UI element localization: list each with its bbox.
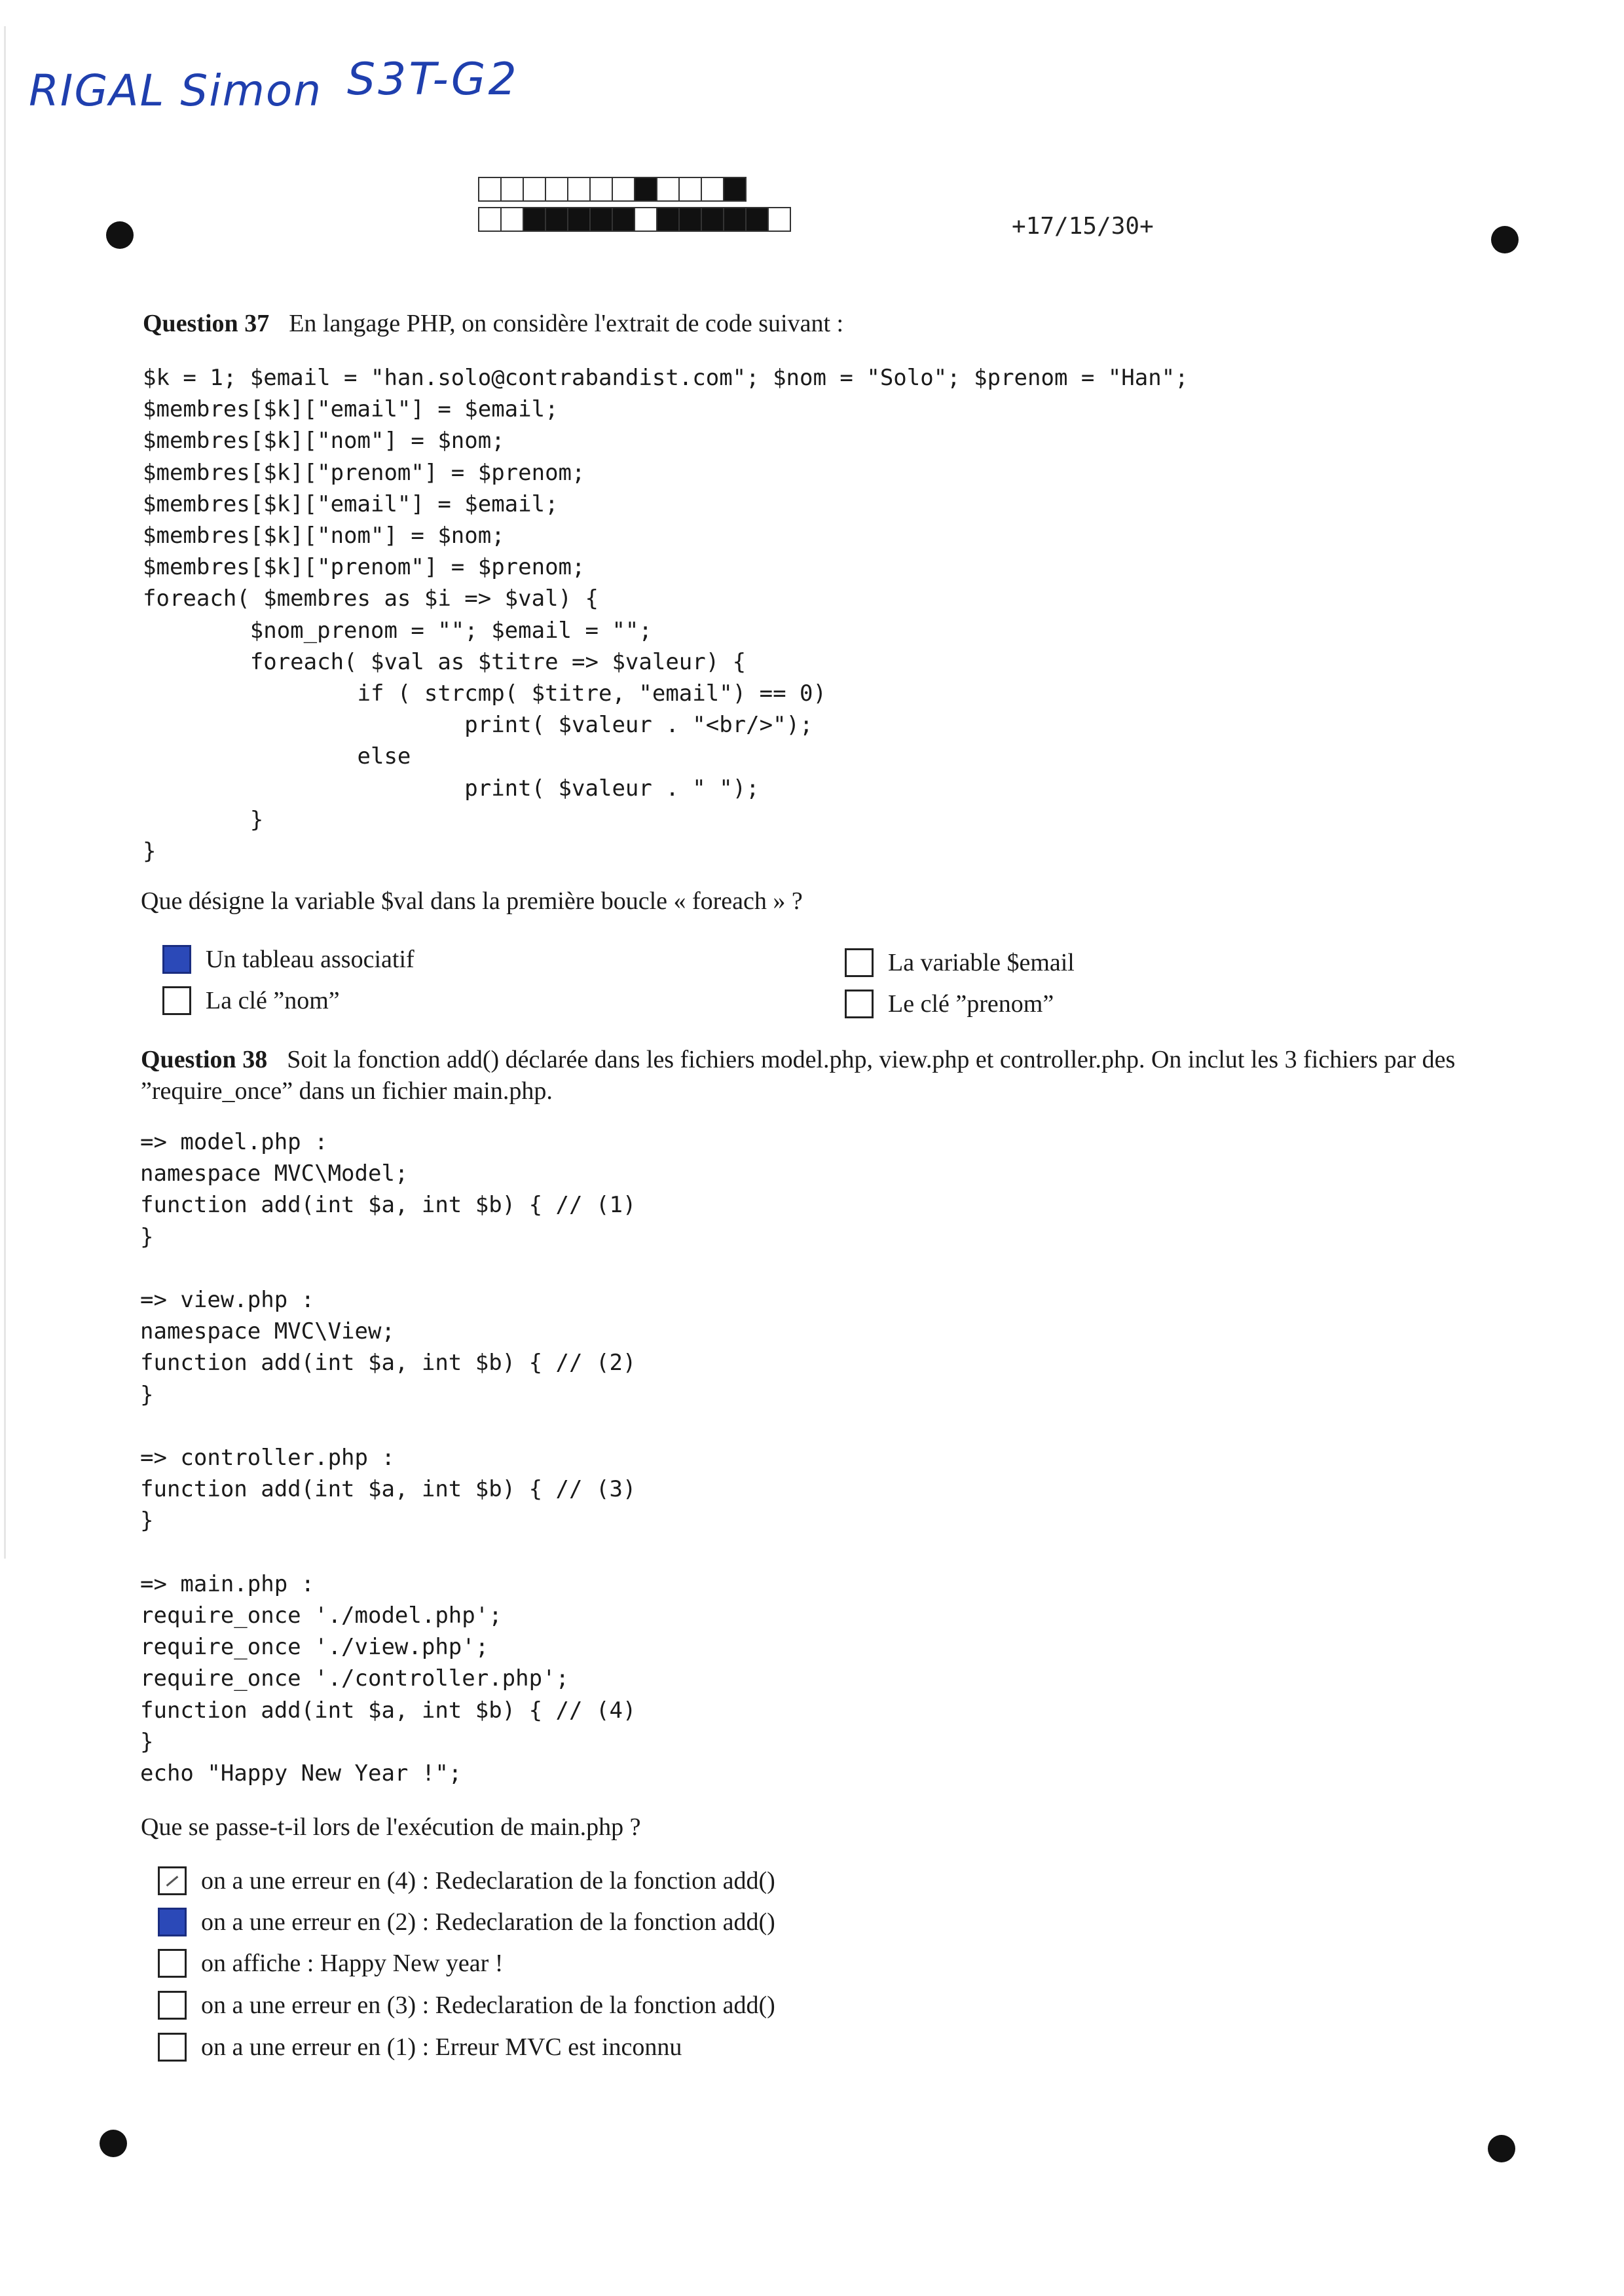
scan-edge bbox=[4, 26, 6, 1559]
id-grid-cell bbox=[589, 177, 613, 202]
checkbox-icon[interactable] bbox=[158, 1866, 187, 1895]
q37-option-4[interactable] bbox=[845, 990, 1054, 1018]
registration-mark-bottom-left bbox=[100, 2130, 127, 2157]
question-38-header bbox=[141, 1044, 1490, 1107]
exam-code: +17/15/30+ bbox=[1012, 213, 1154, 240]
question-37-code: $k = 1; $email = "han.solo@contrabandist.com"; $nom = "Solo"; $prenom = "Han"; $membres[$k]["email"] = $email; $membres[$k]["nom"] = $nom; $membres[$k]["prenom"] = $prenom; $membres[$k]["email"] = $email; $membres[$k]["nom"] = $nom; $membres[$k]["prenom"] = $prenom; foreach( $membres as $i => $val) { $nom_prenom = ""; $email = ""; foreach( $val as $titre => $valeur) { if ( strcmp( $titre, "email") == 0) print( $valeur . "<br/>"); else print( $valeur . " "); } } bbox=[143, 365, 1189, 865]
question-38-label: Question 38 bbox=[141, 1046, 268, 1073]
q38-option-3[interactable] bbox=[158, 1949, 503, 1978]
q38-option-1[interactable] bbox=[158, 1866, 775, 1895]
id-grid-cell bbox=[656, 207, 680, 232]
q38-option-4[interactable] bbox=[158, 1991, 775, 2020]
q38-option-4-label: on a une erreur en (3) : Redeclaration de la fonction add() bbox=[201, 1991, 775, 2019]
id-grid-cell bbox=[567, 177, 591, 202]
checkbox-icon[interactable] bbox=[158, 2033, 187, 2062]
q38-option-3-label: on affiche : Happy New year ! bbox=[201, 1950, 504, 1977]
id-grid-cell bbox=[523, 207, 546, 232]
handwritten-group: S3T-G2 bbox=[347, 54, 519, 105]
question-38-code: => model.php : namespace MVC\Model; function add(int $a, int $b) { // (1) } => view.php : namespace MVC\View; function add(int $a, int $b) { // (2) } => controller.php : function add(int $a, int $b) { // (3) } => main.php : require_once './model.php'; require_once './view.php'; require_once './controller.php'; function add(int $a, int $b) { // (4) } echo "Happy New Year !"; bbox=[140, 1129, 637, 1787]
q38-option-1-label: on a une erreur en (4) : Redeclaration de la fonction add() bbox=[201, 1867, 775, 1895]
id-grid-cell bbox=[612, 207, 635, 232]
id-grid-cell bbox=[701, 207, 724, 232]
id-grid-row-2 bbox=[478, 207, 790, 233]
id-grid-cell bbox=[767, 207, 791, 232]
id-grid-cell bbox=[634, 177, 657, 202]
id-grid-cell bbox=[745, 207, 769, 232]
q37-option-3-label: La variable $email bbox=[888, 949, 1075, 976]
id-grid-cell bbox=[678, 177, 702, 202]
id-grid-cell bbox=[723, 207, 747, 232]
q38-option-5-label: on a une erreur en (1) : Erreur MVC est inconnu bbox=[201, 2033, 682, 2061]
checkbox-icon[interactable] bbox=[162, 945, 191, 974]
q37-option-4-label: Le clé ”prenom” bbox=[888, 990, 1054, 1018]
id-grid-cell bbox=[678, 207, 702, 232]
id-grid-row-1 bbox=[478, 177, 790, 203]
question-37-header bbox=[143, 308, 843, 339]
checkbox-icon[interactable] bbox=[845, 948, 874, 977]
q37-option-1-label: Un tableau associatif bbox=[206, 946, 415, 973]
q38-option-5[interactable] bbox=[158, 2033, 682, 2062]
q37-option-3[interactable] bbox=[845, 948, 1075, 977]
checkbox-icon[interactable] bbox=[158, 1949, 187, 1978]
student-id-grid bbox=[478, 177, 790, 237]
checkbox-icon[interactable] bbox=[158, 1991, 187, 2020]
q37-option-2[interactable] bbox=[162, 986, 340, 1015]
registration-mark-bottom-right bbox=[1488, 2135, 1515, 2162]
id-grid-cell bbox=[545, 207, 568, 232]
id-grid-cell bbox=[701, 177, 724, 202]
id-grid-cell bbox=[500, 177, 524, 202]
id-grid-cell bbox=[589, 207, 613, 232]
question-37-prompt: Que désigne la variable $val dans la première boucle « foreach » ? bbox=[141, 887, 803, 915]
q38-option-2-label: on a une erreur en (2) : Redeclaration de la fonction add() bbox=[201, 1908, 775, 1936]
id-grid-cell bbox=[634, 207, 657, 232]
id-grid-cell bbox=[478, 177, 502, 202]
registration-mark-top-left bbox=[106, 221, 134, 249]
registration-mark-top-right bbox=[1491, 226, 1519, 253]
id-grid-cell bbox=[500, 207, 524, 232]
id-grid-cell bbox=[723, 177, 747, 202]
question-38-intro: Soit la fonction add() déclarée dans les fichiers model.php, view.php et controller.php. On inclut les 3 fichiers par des ”require_once” dans un fichier main.php. bbox=[141, 1046, 1456, 1105]
q37-option-1[interactable] bbox=[162, 945, 415, 974]
id-grid-cell bbox=[656, 177, 680, 202]
id-grid-cell bbox=[545, 177, 568, 202]
checkbox-icon[interactable] bbox=[158, 1908, 187, 1936]
q37-option-2-label: La clé ”nom” bbox=[206, 987, 340, 1014]
id-grid-cell bbox=[478, 207, 502, 232]
question-38-prompt: Que se passe-t-il lors de l'exécution de main.php ? bbox=[141, 1813, 641, 1841]
checkbox-icon[interactable] bbox=[162, 986, 191, 1015]
q38-option-2[interactable] bbox=[158, 1908, 775, 1936]
question-37-intro: En langage PHP, on considère l'extrait de code suivant : bbox=[289, 310, 844, 337]
id-grid-cell bbox=[612, 177, 635, 202]
checkbox-icon[interactable] bbox=[845, 990, 874, 1018]
question-37-label: Question 37 bbox=[143, 310, 270, 337]
id-grid-cell bbox=[567, 207, 591, 232]
handwritten-student-name: RIGAL Simon bbox=[29, 65, 323, 116]
id-grid-cell bbox=[523, 177, 546, 202]
